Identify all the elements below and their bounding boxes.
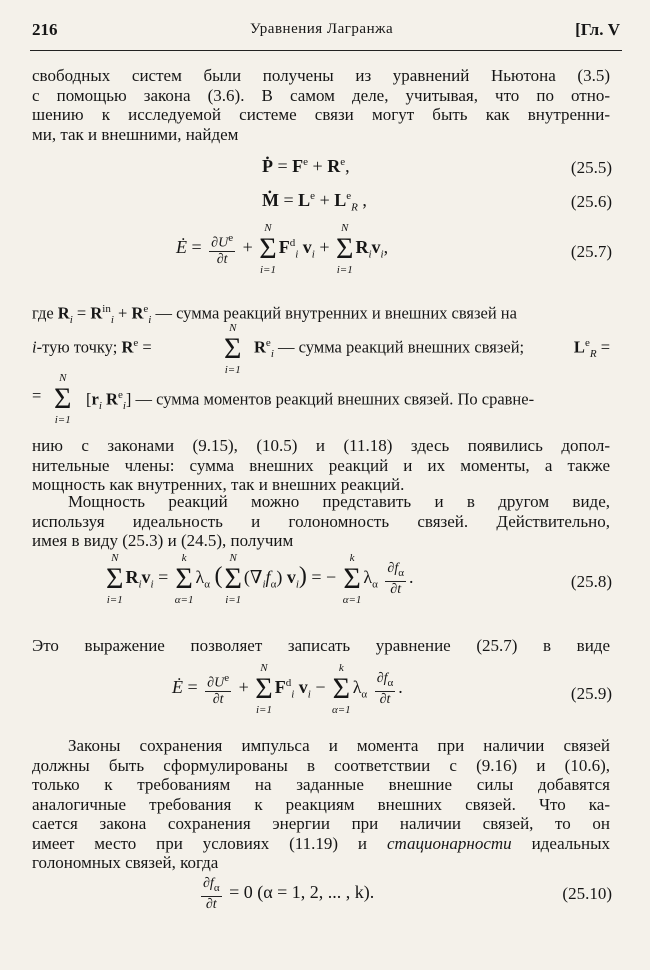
equation-number: (25.5)	[570, 158, 612, 177]
equation-number: (25.9)	[570, 684, 612, 703]
text-line: с помощью закона (3.6). В самом деле, учитывая, что по отно-	[32, 85, 610, 105]
paragraph-4	[32, 636, 610, 656]
text-line: голономных связей, когда	[32, 853, 219, 872]
equation-25-10: $\frac{\partial f_\alpha}{\partial t}$ = 0 (α = 1, 2, ... , k).	[203, 876, 375, 912]
paragraph-2-tail	[32, 436, 610, 495]
text-line: где $R_i = R^{in}_i + R^e_i$ — сумма реакций внутренних и внешних связей на	[32, 303, 517, 326]
paragraph-2-sum-line: i-тую точку; $R^e$ = N Σ i=1 $R^e_i$ — сумма реакций внешних связей; $L^e_R$ =	[32, 322, 610, 376]
text-line: должны быть сформулированы в соответствии с (9.16) и (10.6),	[32, 755, 610, 775]
equation-number: (25.6)	[570, 192, 612, 211]
chapter-label: [Гл. V	[575, 20, 620, 39]
page-number: 216	[32, 20, 58, 39]
text-line: только к требованиям на заданные внешние силы добавятся	[32, 775, 610, 794]
text-line: нительные члены: сумма внешних реакций и их моменты, а также	[32, 455, 610, 475]
text-line: Мощность реакций можно представить и в другом виде,	[68, 492, 610, 511]
text-line: сается закона сохранения энергии при наличии связей, то он	[32, 814, 610, 833]
text-line: имея в виду (25.3) и (24.5), получим	[32, 531, 294, 550]
text-line: Это выражение позволяет записать уравнение (25.7) в виде	[32, 636, 610, 655]
text-line: имеет место при условиях (11.19) и стационарности идеальных	[32, 833, 610, 853]
equation-25-8: N Σ i=1 $R_iv_i$ = k Σ α=1 $\lambda_\alpha$ ( N Σ i=1 $(\nabla_if_\alpha) v_i$) = − k Σ α=1 $\lambda_\alpha$ $\frac{\partial f_\alpha}{\partial t}$ .	[106, 552, 414, 606]
equation-25-6: Ṁ = $L^e + L^e_R$ ,	[262, 190, 367, 214]
header-rule	[30, 50, 622, 51]
page-header	[32, 20, 620, 50]
equation-25-5: Ṗ = $F^e + R^e$,	[262, 156, 350, 176]
paragraph-3	[32, 492, 610, 551]
paragraph-5	[32, 736, 610, 873]
equation-number: (25.7)	[570, 242, 612, 261]
equation-number: (25.10)	[562, 884, 612, 903]
running-title: Уравнения Лагранжа	[250, 21, 394, 37]
equation-25-9: Ė = $\frac{\partial U^e}{\partial t}$ + N Σ i=1 $F^d_i$ $v_i$ − k Σ α=1 $\lambda_\alpha$ $\frac{\partial f_\alpha}{\partial t}$ .	[172, 662, 403, 716]
text-line: ми, так и внешними, найдем	[32, 124, 239, 144]
text-line: используя идеальность и голономность связей. Действительно,	[32, 511, 610, 531]
text-line: свободных систем были получены из уравнений Ньютона (3.5)	[32, 66, 610, 85]
equation-number: (25.8)	[570, 572, 612, 591]
paragraph-1	[32, 66, 610, 144]
paragraph-2-moment-line: = N Σ i=1 [$r_i$ $R^e_i$] — сумма моментов реакций внешних связей. По сравне-	[32, 372, 535, 426]
text-line: нию с законами (9.15), (10.5) и (11.18) здесь появились допол-	[32, 436, 610, 455]
text-line: Законы сохранения импульса и момента при наличии связей	[68, 736, 610, 755]
equation-25-7: Ė = $\frac{\partial U^e}{\partial t}$ + N Σ i=1 $F^d_i$ $v_i$ + N Σ i=1 $R_iv_i$,	[176, 222, 389, 276]
text-line: мощность как внутренних, так и внешних реакций.	[32, 475, 405, 494]
text-line: шению к исследуемой системе связи могут быть как внутренни-	[32, 105, 610, 124]
text-line: аналогичные требования к реакциям внешних связей. Что ка-	[32, 794, 610, 814]
